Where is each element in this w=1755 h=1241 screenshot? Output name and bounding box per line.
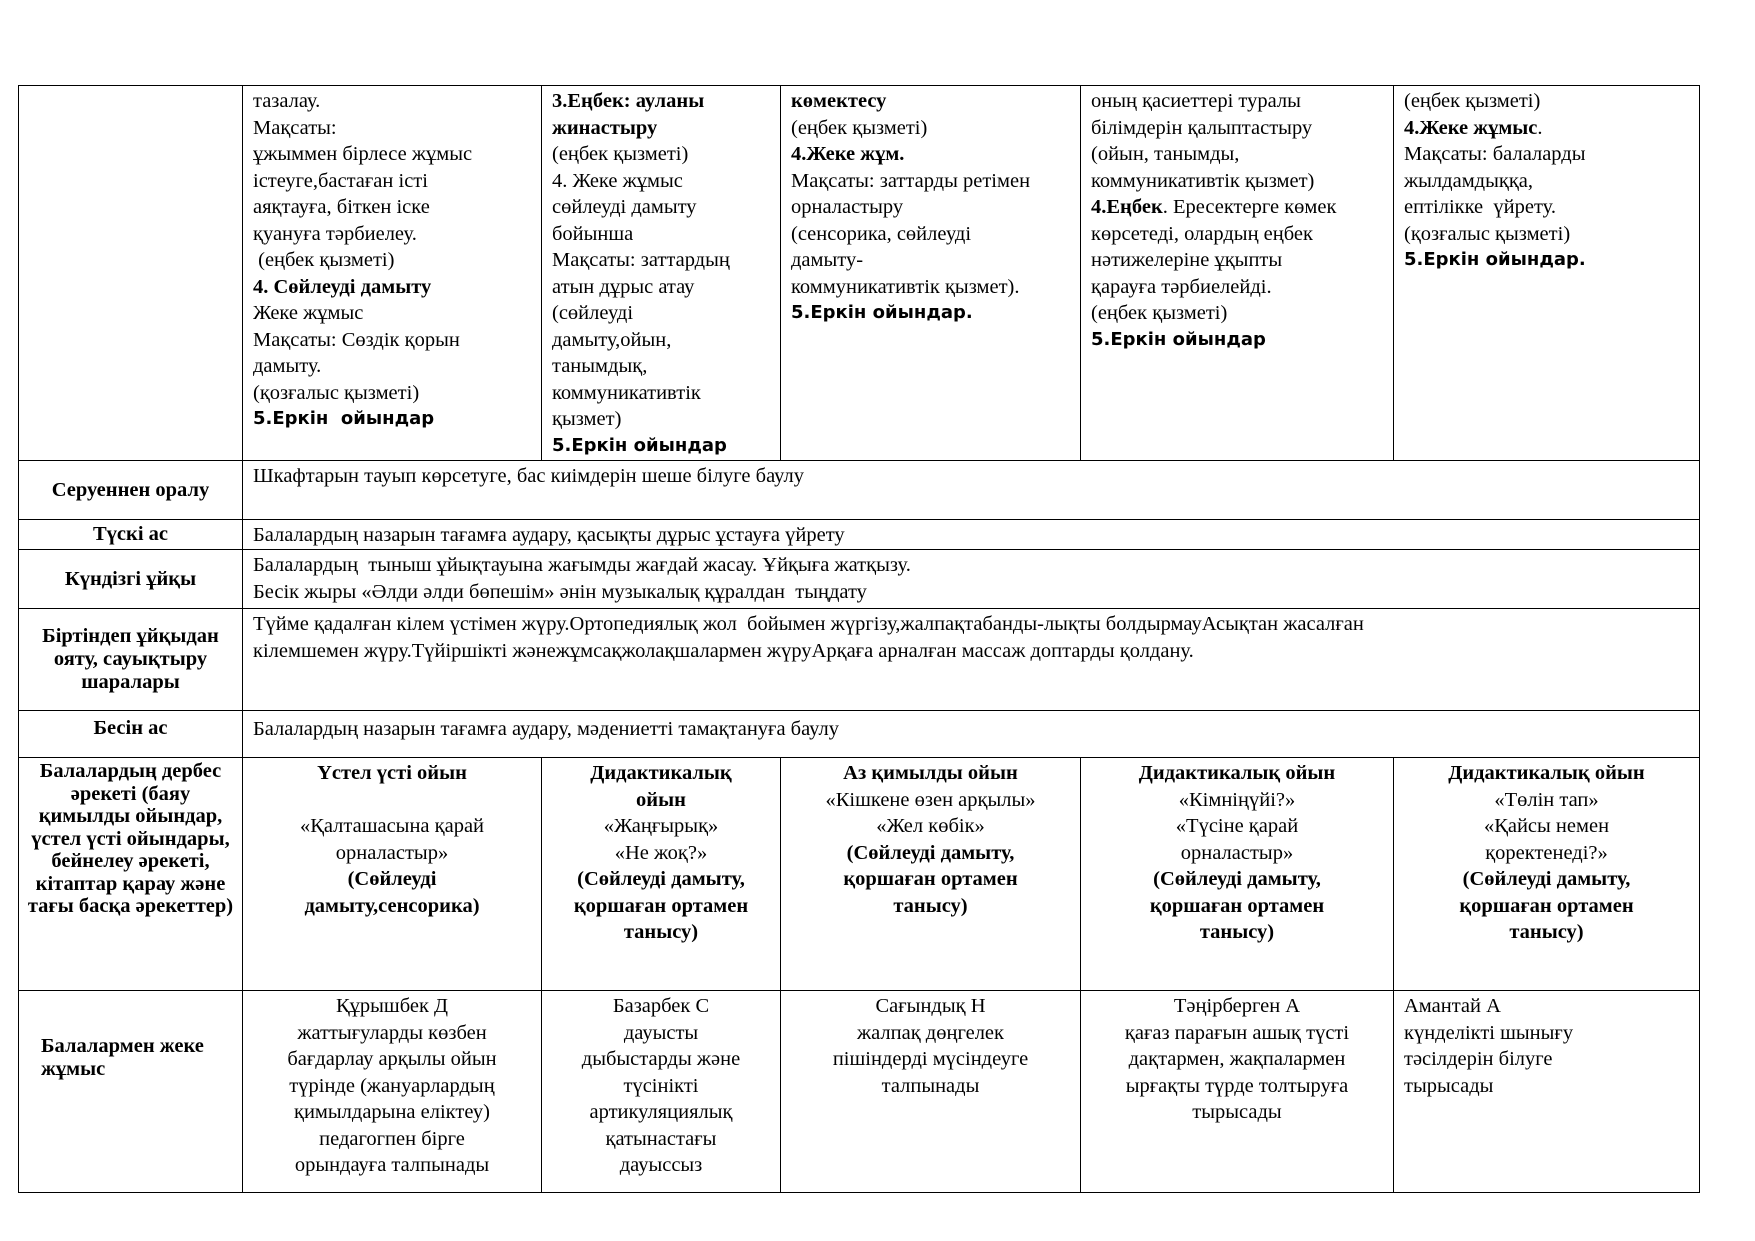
cell-line: танысу) — [623, 921, 699, 943]
wake-up-line: кілемшемен жүру.Түйіршікті жәнежұмсақжолақшалармен жүруАрқаға арналған массаж доптарды қолдану. — [253, 639, 1194, 662]
cell-line: Жеке жұмыс — [253, 302, 364, 324]
cell-line: педагогпен бірге — [319, 1127, 465, 1150]
cell-line: талпынады — [881, 1074, 980, 1097]
cell-line: тырысады — [1404, 1074, 1494, 1097]
independent-activity-row — [19, 758, 1700, 991]
cell-line: жаттығуларды көзбен — [297, 1021, 487, 1044]
cell-line: дамыту- — [791, 249, 864, 271]
cell-line: (сөйлеуді — [552, 302, 634, 324]
cell-line: 5.Еркін ойындар — [1091, 328, 1266, 350]
cell-line: тазалау. — [253, 90, 321, 112]
cell-line: дақтармен, жақпалармен — [1128, 1048, 1346, 1070]
return-from-walk-row — [19, 461, 1700, 520]
return-from-walk-label: Серуеннен оралу — [19, 461, 243, 520]
cell-line: қимылдарына еліктеу) — [294, 1101, 490, 1123]
cell-line: коммуникативтік қызмет). — [791, 275, 1020, 298]
cell-line: Мақсаты: заттарды ретімен — [791, 169, 1031, 192]
cell-line: Аз қимылды ойын — [843, 762, 1018, 784]
wake-up-line: Түйме қадалған кілем үстімен жүру.Ортопедиялық жол бойымен жүргізу,жалпақтабанды-лықты болдырмауАсықтан жасалған — [253, 613, 1364, 635]
cell-line: «Түсіне қарай — [1175, 815, 1299, 837]
walk-col-5 — [1394, 86, 1700, 461]
cell-line: ұжыммен бірлесе жұмыс — [253, 143, 473, 165]
cell-line: Мақсаты: заттардың — [552, 249, 730, 271]
cell-line: дамыту. — [253, 355, 322, 377]
cell-line: (еңбек қызметі) — [253, 249, 395, 271]
cell-line: «Жаңғырық» — [603, 815, 719, 837]
cell-line: танысу) — [1199, 921, 1275, 943]
cell-line: қоректенеді?» — [1485, 841, 1608, 864]
snack-label: Бесін ас — [19, 711, 243, 758]
nap-label: Күндізгі ұйқы — [19, 550, 243, 609]
cell-line: 4.Жеке жұм. — [791, 143, 905, 165]
cell-line: «Қайсы немен — [1483, 815, 1610, 837]
cell-line: 5.Еркін ойындар. — [791, 302, 973, 323]
cell-line: орналастыр» — [1180, 841, 1294, 864]
cell-line: орындауға талпынады — [294, 1154, 490, 1176]
cell-line: 5.Еркін ойындар. — [1404, 249, 1586, 270]
cell-line: қағаз парағын ашық түсті — [1124, 1021, 1350, 1044]
cell-line: коммуникативтік — [552, 381, 701, 404]
cell-line: ырғақты түрде толтыруға — [1125, 1074, 1349, 1097]
cell-line: дамыту,ойын, — [552, 328, 672, 351]
cell-line: күнделікті шынығу — [1404, 1021, 1574, 1044]
cell-line: ойын — [636, 788, 686, 811]
cell-line: қоршаған ортамен — [843, 868, 1018, 890]
lunch-label: Түскі ас — [19, 520, 243, 550]
cell-line — [253, 787, 531, 814]
cell-line: сөйлеуді дамыту — [552, 196, 697, 218]
cell-line: тырысады — [1192, 1101, 1282, 1123]
cell-line: Дидактикалық ойын — [1138, 762, 1336, 784]
individual-col-4 — [1081, 991, 1394, 1193]
cell-line: (Сөйлеуді дамыту, — [1153, 868, 1321, 890]
cell-line: (Сөйлеуді дамыту, — [1462, 868, 1631, 890]
cell-line: «Не жоқ?» — [614, 841, 708, 864]
cell-line: (еңбек қызметі) — [1091, 302, 1228, 324]
cell-line: коммуникативтік қызмет) — [1091, 169, 1315, 192]
cell-line: тәсілдерін білуге — [1404, 1048, 1553, 1070]
cell-line: 5.Еркін ойындар — [552, 434, 727, 456]
cell-line: қоршаған ортамен — [1149, 894, 1325, 917]
cell-line: Амантай А — [1404, 995, 1501, 1017]
nap-text — [243, 550, 1700, 609]
cell-line: жылдамдыққа, — [1404, 169, 1534, 192]
nap-line: Балалардың тыныш ұйықтауына жағымды жағдай жасау. Ұйқыға жатқызу. — [253, 554, 911, 576]
cell-line: 4. Сөйлеуді дамыту — [253, 275, 432, 298]
activity-col-2 — [542, 758, 781, 991]
cell-line: танысу) — [893, 894, 968, 917]
cell-line: қарауға тәрбиелейді. — [1091, 275, 1272, 298]
cell-line: «Төлін тап» — [1494, 788, 1599, 811]
cell-line: түрінде (жануарлардың — [289, 1074, 495, 1097]
cell-line: нәтижелеріне ұқыпты — [1091, 249, 1283, 271]
independent-activity-label: Балалардың дербес әрекеті (баяу қимылды ойындар, үстел үсті ойындары, бейнелеу әрекеті, кітаптар қарау және тағы басқа әрекеттер) — [19, 758, 243, 991]
walk-continued-row — [19, 86, 1700, 461]
cell-line: 3.Еңбек: ауланы — [552, 90, 705, 112]
cell-line-bold: 4.Еңбек — [1091, 196, 1163, 218]
walk-col-2 — [542, 86, 781, 461]
walk-col-4 — [1081, 86, 1394, 461]
cell-line: «Кімніңүйі?» — [1178, 788, 1296, 811]
snack-text: Балалардың назарын тағамға аудару, мәдениетті тамақтануға баулу — [243, 711, 1700, 758]
cell-line: дауысты — [623, 1021, 699, 1044]
cell-line-rest: . — [1537, 116, 1543, 139]
cell-line: Құрышбек Д — [335, 995, 449, 1017]
cell-line: дыбыстарды және — [581, 1048, 741, 1070]
lunch-text: Балалардың назарын тағамға аудару, қасықты дұрыс ұстауға үйрету — [243, 520, 1700, 550]
cell-line: (Сөйлеуді дамыту, — [846, 841, 1015, 864]
wake-up-text — [243, 609, 1700, 711]
cell-line: қатынастағы — [605, 1127, 717, 1150]
cell-line: орналастыру — [791, 196, 904, 218]
cell-line: артикуляциялық — [589, 1101, 733, 1123]
cell-line: бағдарлау арқылы ойын — [287, 1048, 497, 1070]
cell-line: бойынша — [552, 222, 634, 245]
individual-col-1 — [243, 991, 542, 1193]
walk-col-1 — [243, 86, 542, 461]
individual-col-5 — [1394, 991, 1700, 1193]
cell-line: (Сөйлеуді — [347, 868, 437, 890]
cell-line: дауыссыз — [619, 1154, 703, 1176]
individual-col-2 — [542, 991, 781, 1193]
return-from-walk-text: Шкафтарын тауып көрсетуге, бас киімдерін шеше білуге баулу — [243, 461, 1700, 520]
cell-line: танымдық, — [552, 355, 648, 377]
cell-line: пішіндерді мүсіндеуге — [832, 1048, 1029, 1070]
cell-line: 5.Еркін ойындар — [253, 408, 435, 429]
cell-line: Үстел үсті ойын — [317, 762, 467, 784]
daily-schedule-table — [18, 85, 1700, 1193]
cell-line: (ойын, танымды, — [1091, 143, 1240, 165]
cell-line: (еңбек қызметі) — [552, 143, 689, 165]
cell-line: Мақсаты: Сөздік қорын — [253, 328, 460, 351]
cell-line: білімдерін қалыптастыру — [1091, 116, 1313, 139]
activity-col-5 — [1394, 758, 1700, 991]
cell-line: Сағындық Н — [875, 995, 986, 1017]
cell-line: жинастыру — [552, 116, 658, 139]
cell-line: «Жел көбік» — [876, 815, 985, 837]
cell-line-rest: . Ересектерге көмек — [1162, 196, 1337, 218]
cell-line: Дидактикалық ойын — [1448, 762, 1645, 784]
individual-col-3 — [781, 991, 1081, 1193]
lunch-row — [19, 520, 1700, 550]
cell-line: 4. Жеке жұмыс — [552, 169, 683, 192]
cell-line: дамыту,сенсорика) — [304, 894, 480, 917]
cell-line: ептілікке үйрету. — [1404, 196, 1556, 218]
cell-line: Мақсаты: — [253, 116, 337, 139]
cell-line: істеуге,бастаған істі — [253, 169, 428, 192]
cell-line: қызмет) — [552, 408, 622, 430]
nap-row — [19, 550, 1700, 609]
cell-line: (Сөйлеуді дамыту, — [577, 868, 745, 890]
cell-line: түсінікті — [623, 1074, 699, 1097]
cell-line: (қозғалыс қызметі) — [253, 381, 420, 404]
cell-line: орналастыр» — [335, 841, 449, 864]
cell-line: жалпақ дөңгелек — [856, 1021, 1004, 1044]
cell-line: Базарбек С — [612, 995, 710, 1017]
cell-line: Тәңірберген А — [1173, 995, 1301, 1017]
cell-line: (еңбек қызметі) — [1404, 90, 1541, 112]
wake-up-row — [19, 609, 1700, 711]
cell-line: (еңбек қызметі) — [791, 116, 928, 139]
cell-line: аяқтауға, біткен іске — [253, 196, 430, 218]
cell-line: Мақсаты: балаларды — [1404, 143, 1586, 165]
walk-continued-label — [19, 86, 243, 461]
snack-row — [19, 711, 1700, 758]
individual-work-label: Балалармен жеке жұмыс — [19, 991, 243, 1193]
cell-line-bold: 4.Жеке жұмыс — [1404, 116, 1538, 139]
cell-line — [1404, 115, 1689, 142]
nap-line: Бесік жыры «Әлди әлди бөпешім» әнін музыкалық құралдан тыңдату — [253, 580, 867, 603]
activity-col-3 — [781, 758, 1081, 991]
cell-line: (қозғалыс қызметі) — [1404, 222, 1571, 245]
cell-line: «Қалташасына қарай — [299, 815, 485, 837]
cell-line: оның қасиеттері туралы — [1091, 90, 1301, 112]
walk-col-3 — [781, 86, 1081, 461]
cell-line: қоршаған ортамен — [1459, 894, 1634, 917]
activity-col-1 — [243, 758, 542, 991]
cell-line: атын дұрыс атау — [552, 275, 695, 298]
cell-line: қоршаған ортамен — [573, 894, 749, 917]
cell-line: Дидактикалық — [590, 762, 732, 784]
cell-line: көрсетеді, олардың еңбек — [1091, 222, 1313, 245]
cell-line: (сенсорика, сөйлеуді — [791, 222, 972, 245]
wake-up-label: Біртіндеп ұйқыдан ояту, сауықтыру шаралары — [19, 609, 243, 711]
cell-line: танысу) — [1509, 921, 1584, 943]
activity-col-4 — [1081, 758, 1394, 991]
individual-work-row — [19, 991, 1700, 1193]
cell-line: қуануға тәрбиелеу. — [253, 222, 417, 245]
cell-line: көмектесу — [791, 90, 887, 112]
cell-line: «Кішкене өзен арқылы» — [825, 788, 1036, 811]
cell-line — [1091, 194, 1383, 221]
